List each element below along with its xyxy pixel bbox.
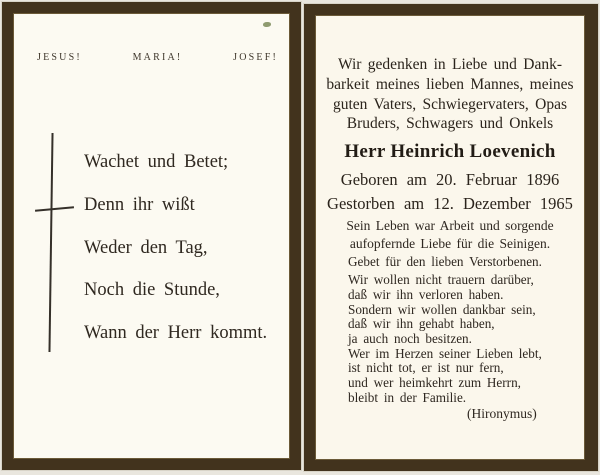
prayer-line: daß wir ihn gehabt haben, <box>348 316 495 332</box>
prayer-line: Wir wollen nicht trauern darüber, <box>348 272 534 288</box>
poem-line: Wann der Herr kommt. <box>84 323 268 344</box>
motto-line: Sein Leben war Arbeit und sorgende <box>346 218 554 233</box>
invocation-row <box>37 52 278 63</box>
right-page-content <box>315 15 585 460</box>
birth-date: Geboren am 20. Februar 1896 <box>340 170 560 189</box>
dedication-line: Bruders, Schwagers und Onkels <box>346 115 554 133</box>
prayer-line: daß wir ihn verloren haben. <box>348 286 504 302</box>
motto <box>315 217 585 252</box>
scan-artifact <box>263 22 271 27</box>
left-page-content <box>13 13 290 459</box>
right-page <box>304 4 598 471</box>
invocation-josef: JOSEF! <box>233 52 278 63</box>
poem-line: Weder den Tag, <box>84 237 208 258</box>
invocation-jesus: JESUS! <box>37 52 82 63</box>
prayer-line: Sondern wir wollen dankbar sein, <box>348 301 536 317</box>
prayer-line: Wer im Herzen seiner Lieben lebt, <box>348 345 542 361</box>
poem-line: Noch die Stunde, <box>84 280 220 301</box>
cross-vertical-bar <box>48 133 53 352</box>
prayer-text <box>348 255 542 406</box>
invocation-maria: MARIA! <box>132 52 183 63</box>
death-date: Gestorben am 12. Dezember 1965 <box>327 193 573 213</box>
cross-horizontal-bar <box>35 206 74 211</box>
deceased-name: Herr Heinrich Loevenich <box>344 141 556 162</box>
poem-line: Denn ihr wißt <box>84 194 195 215</box>
prayer-line: ist nicht tot, er ist nur fern, <box>348 360 504 376</box>
dedication-line: guten Vaters, Schwiegervaters, Opas <box>332 95 568 113</box>
motto-line: aufopfernde Liebe für die Seinigen. <box>349 235 551 251</box>
dedication-line: Wir gedenken in Liebe und Dank- <box>337 56 563 73</box>
left-page <box>2 2 301 470</box>
dedication-line: barkeit meines lieben Mannes, meines <box>326 75 574 93</box>
prayer-line: Gebet für den lieben Verstorbenen. <box>348 254 542 269</box>
prayer-line: und wer heimkehrt zum Herrn, <box>348 375 521 391</box>
prayer-line: bleibt in der Familie. <box>348 389 467 405</box>
life-dates <box>315 168 585 215</box>
prayer-line: ja auch noch besitzen. <box>348 331 472 347</box>
poem-line: Wachet und Betet; <box>84 152 229 172</box>
poem <box>84 141 267 355</box>
dedication-paragraph <box>315 55 585 134</box>
attribution: (Hironymus) <box>467 406 537 421</box>
